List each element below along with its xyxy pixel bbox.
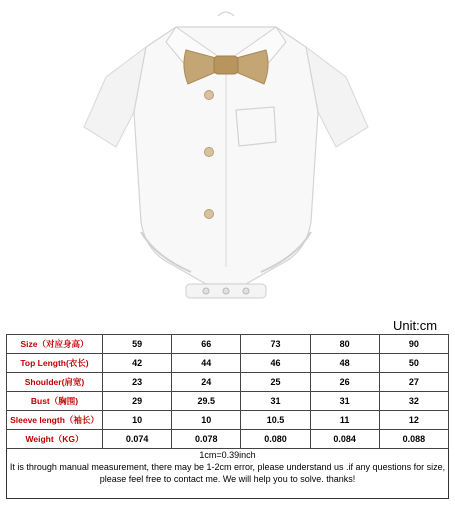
table-cell: 26 (310, 373, 379, 392)
table-cell: 29.5 (172, 392, 241, 411)
table-cell: 12 (379, 411, 448, 430)
table-cell: 80 (310, 335, 379, 354)
row-label: Weight（KG） (7, 430, 103, 449)
row-label: Bust（胸围) (7, 392, 103, 411)
table-cell: 29 (103, 392, 172, 411)
table-cell: 31 (310, 392, 379, 411)
table-cell: 27 (379, 373, 448, 392)
table-cell: 10.5 (241, 411, 310, 430)
table-row (7, 373, 449, 392)
table-cell: 42 (103, 354, 172, 373)
table-cell: 31 (241, 392, 310, 411)
table-cell: 0.078 (172, 430, 241, 449)
table-cell: 25 (241, 373, 310, 392)
table-cell: 11 (310, 411, 379, 430)
baby-romper-photo (6, 2, 449, 335)
table-row (7, 354, 449, 373)
row-label: Top Length(衣长) (7, 354, 103, 373)
unit-label: Unit:cm (393, 318, 438, 333)
table-cell: 59 (103, 335, 172, 354)
table-cell: 0.080 (241, 430, 310, 449)
table-row (7, 430, 449, 449)
table-cell: 73 (241, 335, 310, 354)
table-cell: 90 (379, 335, 448, 354)
table-cell: 23 (103, 373, 172, 392)
table-row (7, 411, 449, 430)
table-cell: 66 (172, 335, 241, 354)
note-text: It is through manual measurement, there may be 1-2cm error, please understand us .if any questions for size, please feel free to contact me. We will help you to solve. thanks! (9, 462, 446, 484)
row-label: Shoulder(肩宽) (7, 373, 103, 392)
table-cell: 0.084 (310, 430, 379, 449)
measurement-note (8, 449, 447, 485)
row-label: Size（对应身高） (7, 335, 103, 354)
table-cell: 46 (241, 354, 310, 373)
size-chart-table (6, 334, 449, 449)
table-cell: 0.074 (103, 430, 172, 449)
table-cell: 10 (172, 411, 241, 430)
row-label: Sleeve length（袖长） (7, 411, 103, 430)
table-row (7, 392, 449, 411)
table-cell: 32 (379, 392, 448, 411)
table-cell: 0.088 (379, 430, 448, 449)
table-cell: 10 (103, 411, 172, 430)
table-cell: 44 (172, 354, 241, 373)
unit-conversion: 1cm=0.39inch (199, 450, 256, 460)
table-cell: 50 (379, 354, 448, 373)
size-chart-body (7, 335, 449, 449)
table-cell: 24 (172, 373, 241, 392)
table-row (7, 335, 449, 354)
table-cell: 48 (310, 354, 379, 373)
